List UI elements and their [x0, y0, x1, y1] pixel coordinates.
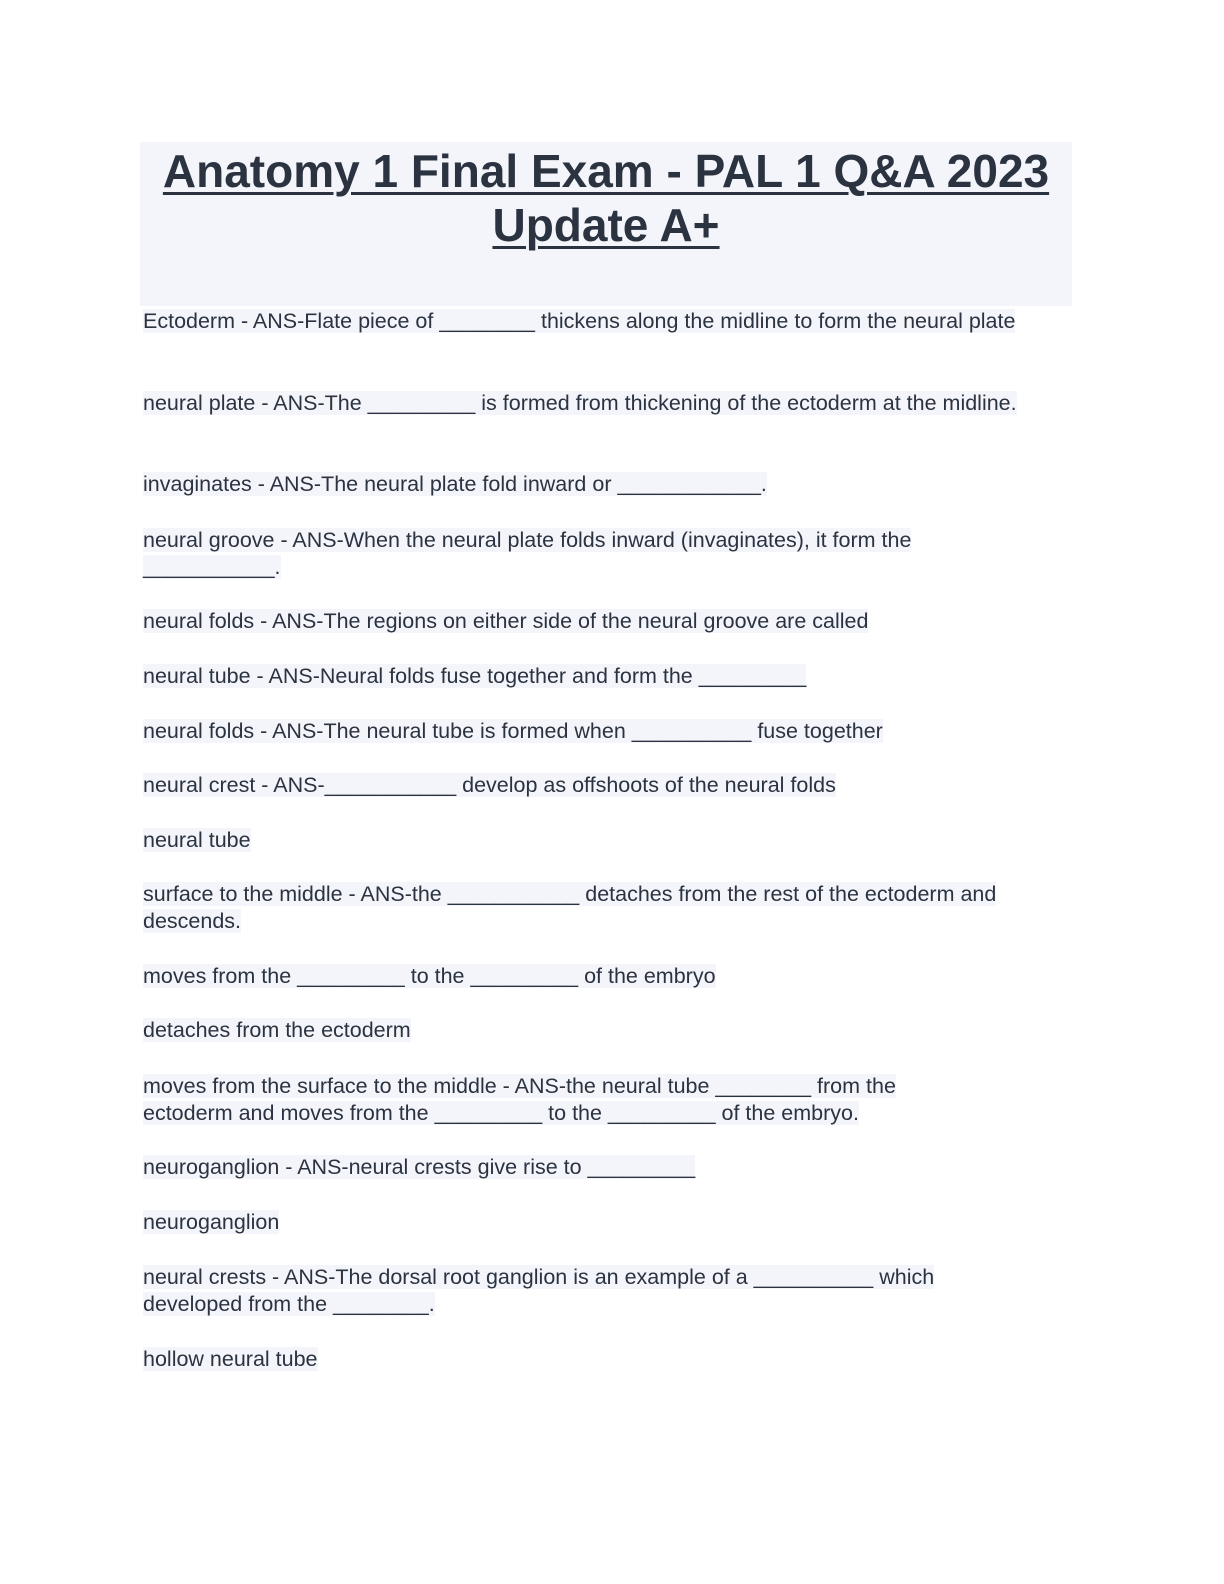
- qa-entry-text: neural folds - ANS-The neural tube is formed when __________ fuse together: [143, 719, 883, 743]
- qa-entry-text: hollow neural tube: [143, 1347, 318, 1371]
- qa-entry-text: surface to the middle - ANS-the ___________ detaches from the rest of the ectoderm and descends.: [143, 882, 997, 933]
- qa-entry-neural-folds-1: [143, 608, 1063, 635]
- qa-entry-text: neural crests - ANS-The dorsal root ganglion is an example of a __________ which developed from the ________.: [143, 1265, 935, 1316]
- qa-entry-text: neural tube: [143, 828, 251, 852]
- qa-entry-neural-groove: [143, 527, 1013, 581]
- qa-entry-text: invaginates - ANS-The neural plate fold inward or ____________.: [143, 472, 767, 496]
- qa-entry-text: detaches from the ectoderm: [143, 1018, 411, 1042]
- qa-entry-neuroganglion-2: [143, 1209, 1063, 1236]
- qa-entry-text: moves from the _________ to the _________ of the embryo: [143, 964, 716, 988]
- qa-entry-text: Ectoderm - ANS-Flate piece of ________ thickens along the midline to form the neural plate: [143, 309, 1016, 333]
- qa-entry-neural-folds-2: [143, 718, 1063, 745]
- qa-entry-text: neural crest - ANS-___________ develop as offshoots of the neural folds: [143, 773, 836, 797]
- qa-entry-neuroganglion-1: [143, 1154, 1063, 1181]
- qa-entry-text: neural folds - ANS-The regions on either side of the neural groove are called: [143, 609, 869, 633]
- title-block: [140, 142, 1072, 306]
- qa-entry-text: moves from the surface to the middle - ANS-the neural tube ________ from the ectoderm and moves from the _________ to the _________ of the embryo.: [143, 1074, 896, 1125]
- qa-entry-ectoderm: [143, 308, 1058, 335]
- qa-entry-text: neuroganglion - ANS-neural crests give rise to _________: [143, 1155, 696, 1179]
- qa-entry-neural-tube-1: [143, 663, 1063, 690]
- qa-entry-detaches: [143, 1017, 1063, 1044]
- qa-entry-neural-crests: [143, 1264, 1033, 1318]
- qa-entry-text: neuroganglion: [143, 1210, 280, 1234]
- qa-entry-moves-surface-middle: [143, 1073, 988, 1127]
- qa-entry-surface-to-middle: [143, 881, 1048, 935]
- qa-entry-text: neural groove - ANS-When the neural plate folds inward (invaginates), it form the ___________.: [143, 528, 912, 579]
- qa-entry-hollow-neural-tube: [143, 1346, 1063, 1373]
- qa-entry-neural-plate: [143, 390, 1043, 417]
- qa-entry-neural-tube-2: [143, 827, 1063, 854]
- qa-entry-neural-crest: [143, 772, 1063, 799]
- qa-entry-invaginates: [143, 471, 1063, 498]
- qa-entry-moves-from: [143, 963, 1063, 990]
- document-title: Anatomy 1 Final Exam - PAL 1 Q&A 2023 Update A+: [162, 145, 1050, 251]
- qa-entry-text: neural plate - ANS-The _________ is formed from thickening of the ectoderm at the midline.: [143, 391, 1017, 415]
- qa-entry-text: neural tube - ANS-Neural folds fuse together and form the _________: [143, 664, 807, 688]
